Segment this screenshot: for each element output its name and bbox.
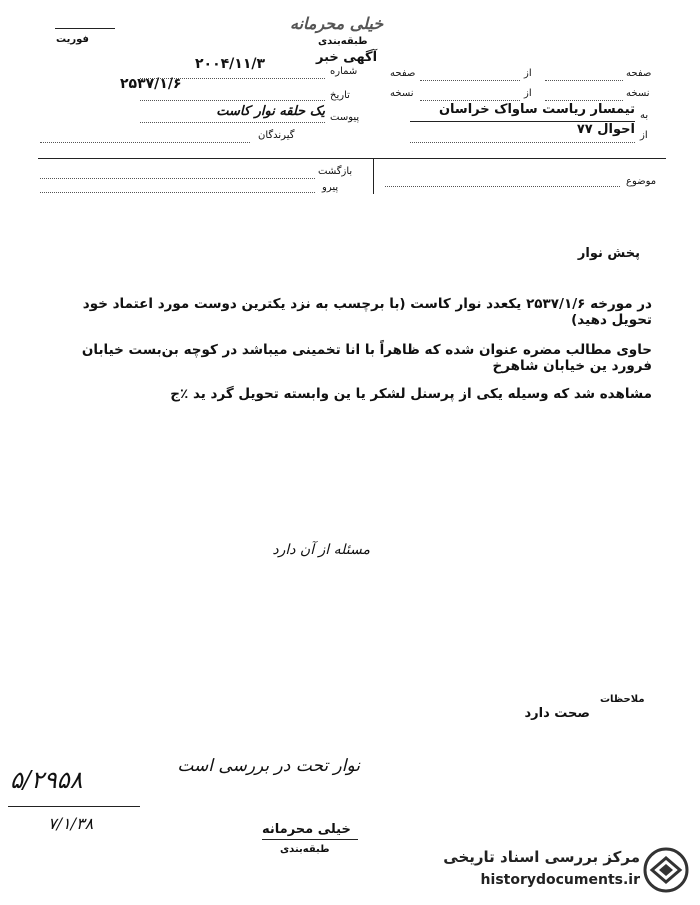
handwritten-date: ۷/۱/۳۸ (48, 814, 94, 833)
follow-field (40, 192, 315, 193)
recipients-field (40, 142, 250, 143)
from-value: احوال ۷۷ (576, 122, 635, 137)
urgency-label: فوریت (56, 34, 89, 45)
date-field (140, 100, 325, 101)
document-title: آگهی خبر (316, 50, 378, 65)
of-label-2: از (524, 88, 532, 99)
copy-label-2: نسخه (390, 88, 414, 99)
body-line-3: مشاهده شد که وسیله یکی از پرسنل لشکر یا ین وابسته تحویل گرد ید ٪ج (170, 386, 652, 402)
body-line-1: در مورخه ۲۵۳۷/۱/۶ یکعدد نوار کاست (با برچسب به نزد یکترین دوست مورد اعتماد خود تحویل دهید) (82, 296, 652, 328)
watermark-logo-icon (642, 846, 690, 894)
number-underline (8, 806, 140, 807)
watermark-site: historydocuments.ir (480, 872, 640, 888)
header-divider (38, 158, 666, 159)
classification-label: طبقه‌بندی (318, 36, 368, 47)
body-line-2: حاوی مطالب مضره عنوان شده که ظاهراً با انا تخمینی میباشد در کوچه بن‌بست خیابان فرورد ین خیابان شاهرخ (81, 342, 652, 374)
recipients-label: گیرندگان (258, 130, 295, 141)
date-label: تاریخ (330, 90, 350, 101)
classification-stamp: خیلی محرمانه (290, 14, 384, 33)
remarks-label: ملاحظات (600, 694, 645, 705)
subject-divider (373, 158, 374, 194)
attachment-label: پیوست (330, 112, 360, 123)
page-label-2: صفحه (390, 68, 416, 79)
handwritten-number: ۵/۲۹۵۸ (10, 766, 83, 794)
footer-classification-value: خیلی محرمانه (262, 822, 351, 837)
date-value: ۲۵۳۷/۱/۶ (120, 76, 182, 92)
number-label: شماره (330, 66, 358, 77)
watermark-org-name: مرکز بررسی اسناد تاریخی (443, 848, 640, 866)
follow-label: پیرو (322, 182, 339, 193)
return-field (40, 178, 315, 179)
subject-field (385, 186, 620, 187)
from-field (410, 142, 635, 143)
handwritten-signature-note: مسئله از آن دارد (272, 542, 370, 558)
attachment-field (140, 122, 325, 123)
page-field (545, 80, 623, 81)
copy-label: نسخه (626, 88, 650, 99)
of-label: از (524, 68, 532, 79)
attachment-value: یک حلقه نوار کاست (216, 104, 325, 119)
number-value: ۲۰۰۴/۱۱/۳ (195, 56, 266, 72)
urgency-line (55, 28, 115, 29)
to-value: تیمسار ریاست ساواک خراسان (438, 102, 635, 117)
to-label: به (640, 110, 649, 121)
copy-field (545, 100, 623, 101)
page-label: صفحه (626, 68, 652, 79)
handwritten-note: نوار تحت در بررسی است (177, 756, 360, 776)
body-subject-line: پخش نوار (577, 246, 640, 261)
footer-classification-line (262, 839, 358, 840)
footer-classification-label: طبقه‌بندی (280, 844, 330, 855)
of-field (420, 80, 520, 81)
remarks-value: صحت دارد (524, 706, 590, 721)
return-label: بازگشت (318, 166, 353, 177)
of-field-2 (420, 100, 520, 101)
subject-label: موضوع (626, 176, 657, 187)
from-label: از (640, 130, 648, 141)
